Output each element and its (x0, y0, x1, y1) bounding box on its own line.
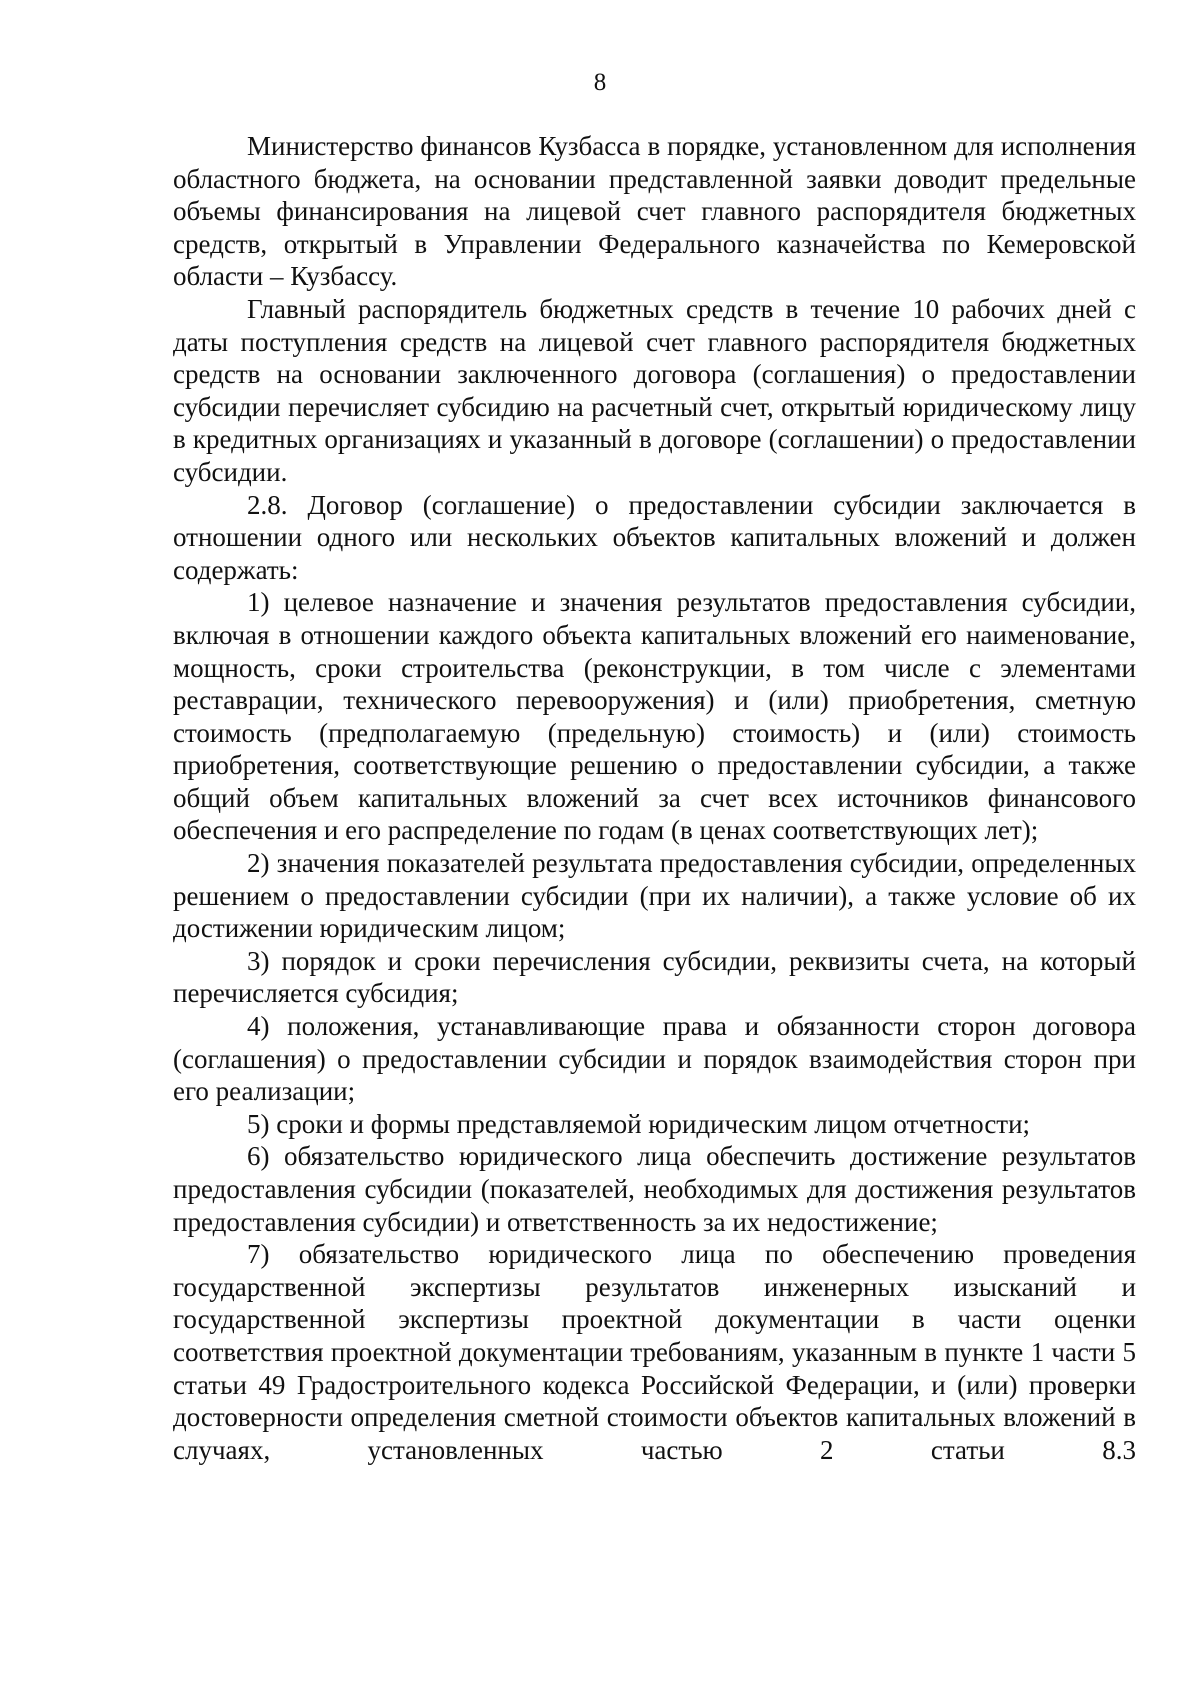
list-item-6: 6) обязательство юридического лица обеспечить достижение результатов предоставления субсидии (показателей, необходимых для достижения результатов предоставления субсидии) и ответственность за их недостижение; (173, 1141, 1136, 1237)
list-item-5: 5) сроки и формы представляемой юридическим лицом отчетности; (247, 1108, 1031, 1139)
list-item-1: 1) целевое назначение и значения результатов предоставления субсидии, включая в отношении каждого объекта капитальных вложений его наименование, мощность, сроки строительства (реконструкции, в том числе с элементами реставрации, технического перевооружения) и (или) приобретения, сметную стоимость (предполагаемую (предельную) стоимость) и (или) стоимость приобретения, соответствующие решению о предоставлении субсидии, а также общий объем капитальных вложений за счет всех источников финансового обеспечения и его распределение по годам (в ценах соответствующих лет); (173, 587, 1136, 846)
document-body (173, 130, 1136, 1466)
page-number: 8 (593, 69, 607, 96)
list-item-7: 7) обязательство юридического лица по обеспечению проведения государственной экспертизы результатов инженерных изысканий и государственной экспертизы проектной документации в части оценки соответствия проектной документации требованиям, указанным в пункте 1 части 5 статьи 49 Градостроительного кодекса Российской Федерации, и (или) проверки достоверности определения сметной стоимости объектов капитальных вложений в случаях, установленных частью 2 статьи 8.3 (173, 1239, 1136, 1465)
paragraph-subsidy-transfer: Главный распорядитель бюджетных средств в течение 10 рабочих дней с даты поступления средств на лицевой счет главного распорядителя бюджетных средств на основании заключенного договора (соглашения) о предоставлении субсидии перечисляет субсидию на расчетный счет, открытый юридическому лицу в кредитных организациях и указанный в договоре (соглашении) о предоставлении субсидии. (173, 293, 1136, 487)
list-item-3: 3) порядок и сроки перечисления субсидии, реквизиты счета, на который перечисляется субсидия; (173, 945, 1136, 1009)
list-item-2: 2) значения показателей результата предоставления субсидии, определенных решением о предоставлении субсидии (при их наличии), а также условие об их достижении юридическим лицом; (173, 848, 1136, 944)
paragraph-2-8-agreement: 2.8. Договор (соглашение) о предоставлении субсидии заключается в отношении одного или нескольких объектов капитальных вложений и должен содержать: (173, 489, 1136, 585)
list-item-4: 4) положения, устанавливающие права и обязанности сторон договора (соглашения) о предоставлении субсидии и порядок взаимодействия сторон при его реализации; (173, 1011, 1136, 1107)
paragraph-funding-limits: Министерство финансов Кузбасса в порядке, установленном для исполнения областного бюджета, на основании представленной заявки доводит предельные объемы финансирования на лицевой счет главного распорядителя бюджетных средств, открытый в Управлении Федерального казначейства по Кемеровской области – Кузбассу. (173, 131, 1136, 292)
